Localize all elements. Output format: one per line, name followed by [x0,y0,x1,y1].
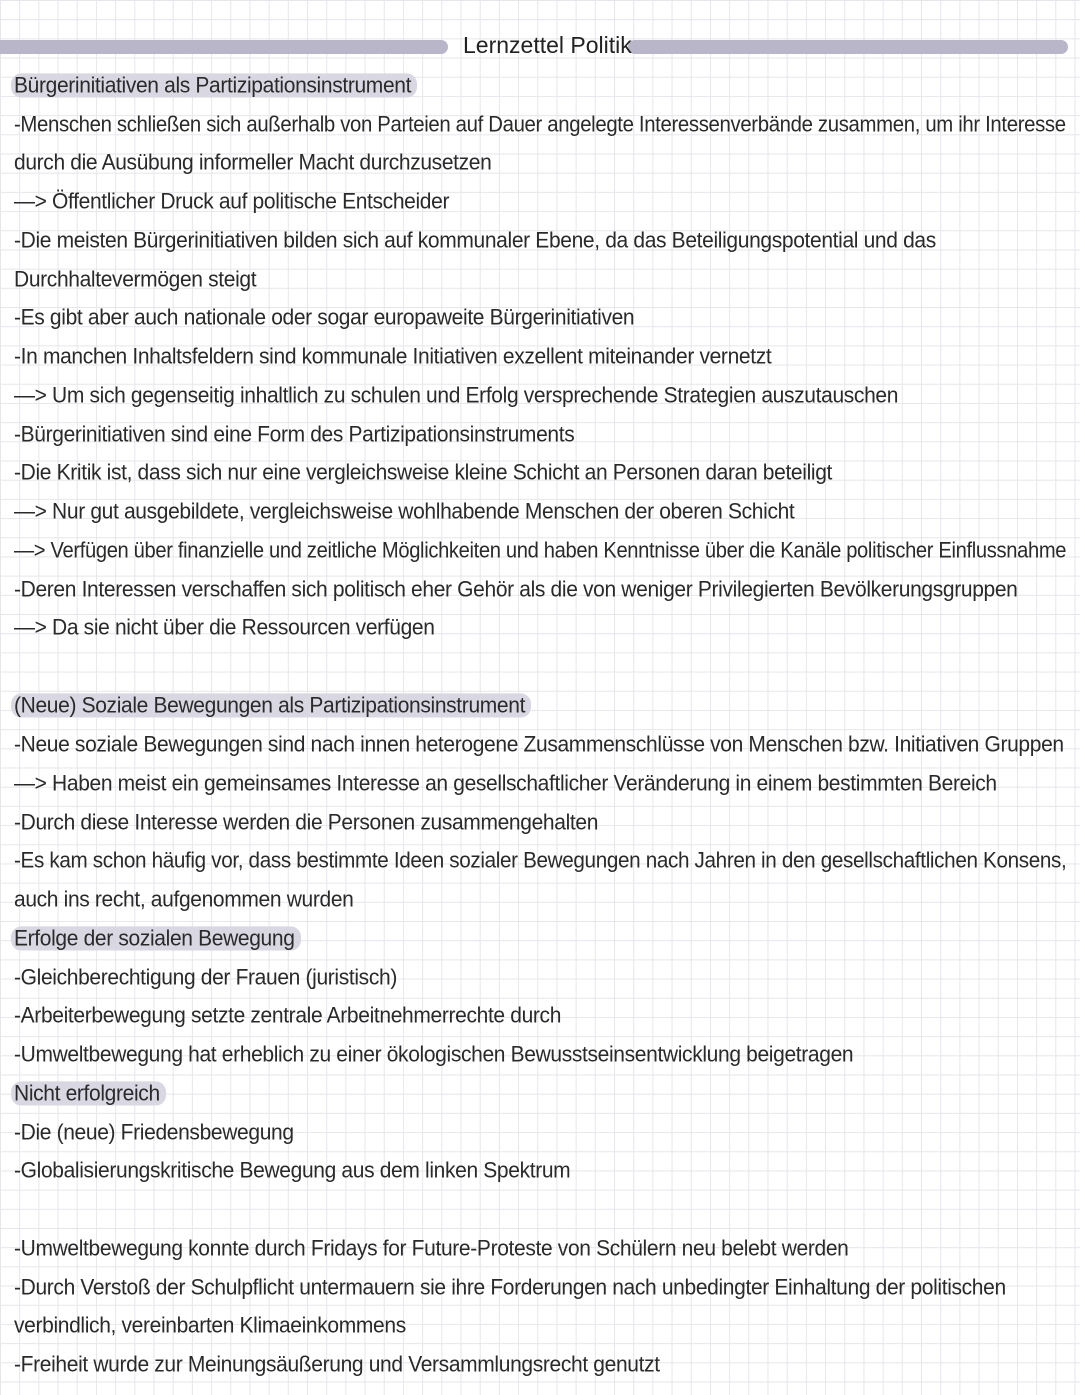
note-line: auch ins recht, aufgenommen wurden [14,887,354,912]
section-heading-soziale-bewegungen: (Neue) Soziale Bewegungen als Partizipationsinstrument [14,692,531,719]
note-line: -Deren Interessen verschaffen sich politisch eher Gehör als die von weniger Privilegierten Bevölkerungsgruppen [14,577,1018,602]
note-line: -Durch Verstoß der Schulpflicht untermauern sie ihre Forderungen nach unbedingter Einhaltung der politischen [14,1275,1006,1300]
section-heading-buergerinitiativen: Bürgerinitiativen als Partizipationsinstrument [14,72,417,99]
note-line: -In manchen Inhaltsfeldern sind kommunale Initiativen exzellent miteinander vernetzt [14,344,772,369]
note-line: -Es gibt aber auch nationale oder sogar europaweite Bürgerinitiativen [14,305,635,330]
note-line: -Die (neue) Friedensbewegung [14,1120,294,1145]
page-title: Lernzettel Politik [463,32,632,58]
note-line: —> Nur gut ausgebildete, vergleichsweise wohlhabende Menschen der oberen Schicht [14,499,795,524]
note-line: -Menschen schließen sich außerhalb von Parteien auf Dauer angelegte Interessenverbände zusammen, um ihr Interesse [14,112,1066,137]
note-line: -Die Kritik ist, dass sich nur eine vergleichsweise kleine Schicht an Personen daran beteiligt [14,460,833,485]
note-line: —> Um sich gegenseitig inhaltlich zu schulen und Erfolg versprechende Strategien auszutauschen [14,383,899,408]
note-line: verbindlich, vereinbarten Klimaeinkommens [14,1313,406,1338]
note-line: -Arbeiterbewegung setzte zentrale Arbeitnehmerrechte durch [14,1003,562,1028]
note-line: durch die Ausübung informeller Macht durchzusetzen [14,150,492,175]
note-line: -Umweltbewegung konnte durch Fridays for Future-Proteste von Schülern neu belebt werden [14,1236,849,1261]
note-line: -Die meisten Bürgerinitiativen bilden sich auf kommunaler Ebene, da das Beteiligungspotential und das [14,228,936,253]
note-line: —> Öffentlicher Druck auf politische Entscheider [14,189,450,214]
section-heading-nicht-erfolgreich: Nicht erfolgreich [14,1080,166,1107]
note-line: —> Da sie nicht über die Ressourcen verfügen [14,615,435,640]
note-line: —> Verfügen über finanzielle und zeitliche Möglichkeiten und haben Kenntnisse über die Kanäle politischer Einflussnahme [14,538,1067,563]
note-line: Durchhaltevermögen steigt [14,267,257,292]
note-line: -Bürgerinitiativen sind eine Form des Partizipationsinstruments [14,422,575,447]
note-line: -Es kam schon häufig vor, dass bestimmte Ideen sozialer Bewegungen nach Jahren in den gesellschaftlichen Konsens, [14,848,1067,873]
note-line: -Freiheit wurde zur Meinungsäußerung und Versammlungsrecht genutzt [14,1352,660,1377]
section-heading-erfolge: Erfolge der sozialen Bewegung [14,925,301,952]
note-line: -Durch diese Interesse werden die Personen zusammengehalten [14,810,599,835]
note-line: -Globalisierungskritische Bewegung aus dem linken Spektrum [14,1158,571,1183]
note-line: -Gleichberechtigung der Frauen (juristisch) [14,965,397,990]
note-line: —> Haben meist ein gemeinsames Interesse an gesellschaftlicher Veränderung in einem bestimmten Bereich [14,771,997,796]
note-line: -Neue soziale Bewegungen sind nach innen heterogene Zusammenschlüsse von Menschen bzw. Initiativen Gruppen [14,732,1064,757]
note-line: -Umweltbewegung hat erheblich zu einer ökologischen Bewusstseinsentwicklung beigetragen [14,1042,854,1067]
